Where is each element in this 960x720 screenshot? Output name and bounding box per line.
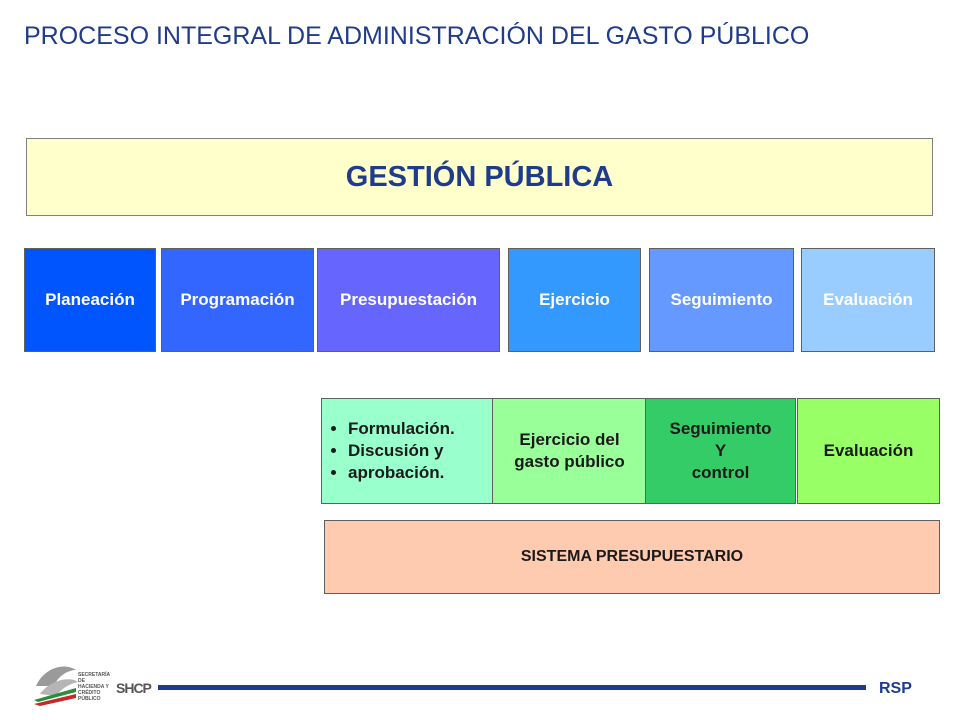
sub-seguimiento — [645, 398, 796, 504]
page-title: PROCESO INTEGRAL DE ADMINISTRACIÓN DEL GASTO PÚBLICO — [24, 22, 810, 50]
seguimiento-line-2: Y — [714, 441, 727, 460]
footer-divider — [158, 685, 866, 690]
discusion-item: • Discusión y — [348, 440, 455, 462]
logo-brand: SHCP — [116, 680, 151, 696]
ejercicio-line-1: Ejercicio del — [519, 430, 620, 449]
sistema-presupuestario: SISTEMA PRESUPUESTARIO — [324, 520, 940, 594]
logo-text — [78, 672, 118, 702]
seguimiento-line-1: Seguimiento — [669, 419, 772, 438]
sub-evaluacion: Evaluación — [797, 398, 940, 504]
phase-evaluacion: Evaluación — [801, 248, 935, 352]
gestion-publica-banner — [26, 138, 933, 216]
logo-text-line: SECRETARÍA DE — [78, 672, 110, 684]
seguimiento-line-3: control — [691, 463, 750, 482]
aprobacion-item: • aprobación. — [348, 462, 455, 484]
phase-planeacion: Planeación — [24, 248, 156, 352]
phase-programacion: Programación — [161, 248, 314, 352]
ejercicio-line-2: gasto público — [514, 452, 625, 471]
gestion-publica-label: GESTIÓN PÚBLICA — [345, 160, 614, 193]
phase-seguimiento: Seguimiento — [649, 248, 794, 352]
logo-text-line: HACIENDA Y — [78, 684, 109, 690]
sub-ejercicio — [492, 398, 647, 504]
formulacion-item: • Formulación. — [348, 418, 455, 440]
sub-formulacion — [321, 398, 494, 504]
logo-text-line: CRÉDITO PÚBLICO — [78, 690, 101, 702]
rsp-label: RSP — [879, 680, 912, 697]
phase-presupuestacion: Presupuestación — [317, 248, 500, 352]
phase-ejercicio: Ejercicio — [508, 248, 641, 352]
